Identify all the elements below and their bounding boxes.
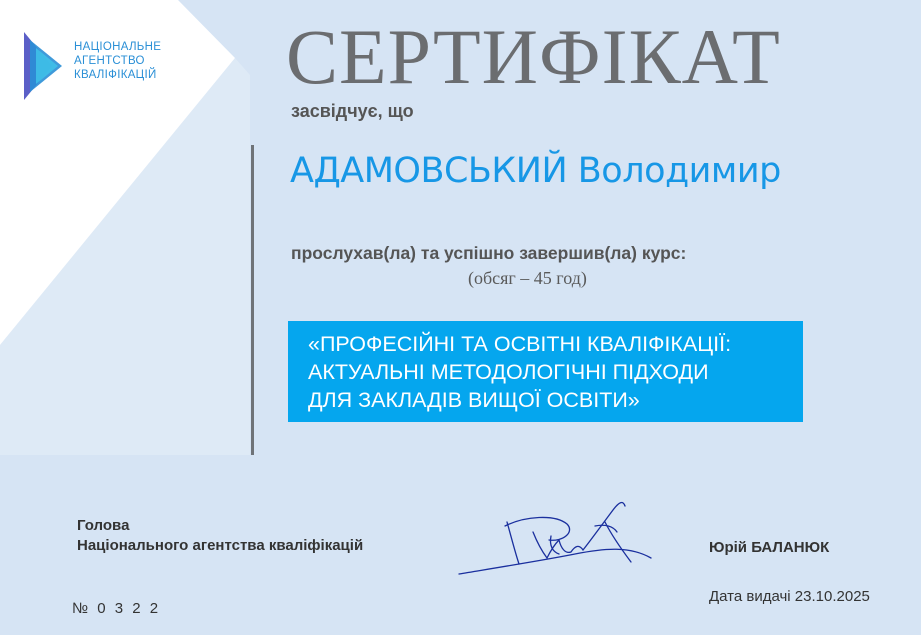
certificate-title: СЕРТИФІКАТ [286, 13, 781, 100]
signatory-position-line: Голова [77, 517, 130, 534]
recipient-name: АДАМОВСЬКИЙ Володимир [290, 151, 781, 191]
course-title-line: «ПРОФЕСІЙНІ ТА ОСВІТНІ КВАЛІФІКАЦІЇ: [308, 332, 732, 356]
signatory-position [77, 516, 363, 556]
logo-line: АГЕНТСТВО [74, 55, 145, 67]
logo-line: КВАЛІФІКАЦІЙ [74, 69, 157, 81]
handwritten-signature [455, 496, 655, 578]
course-volume: (обсяг – 45 год) [468, 268, 587, 288]
completed-text: прослухав(ла) та успішно завершив(ла) курс: [291, 243, 687, 263]
signatory-position-line: Національного агентства кваліфікацій [77, 537, 364, 554]
agency-logo-icon [22, 32, 66, 100]
agency-logo [22, 32, 161, 100]
certifies-text: засвідчує, що [291, 101, 414, 121]
vertical-divider [251, 145, 254, 455]
course-title-line: ДЛЯ ЗАКЛАДІВ ВИЩОЇ ОСВІТИ» [308, 388, 640, 412]
certificate-number: № 0 3 2 2 [72, 600, 161, 617]
course-title-line: АКТУАЛЬНІ МЕТОДОЛОГІЧНІ ПІДХОДИ [308, 360, 709, 384]
course-title-box [288, 321, 803, 422]
agency-logo-text [74, 40, 161, 82]
issue-date: Дата видачі 23.10.2025 [709, 588, 870, 605]
logo-line: НАЦІОНАЛЬНЕ [74, 41, 162, 53]
signer-name: Юрій БАЛАНЮК [709, 539, 830, 556]
